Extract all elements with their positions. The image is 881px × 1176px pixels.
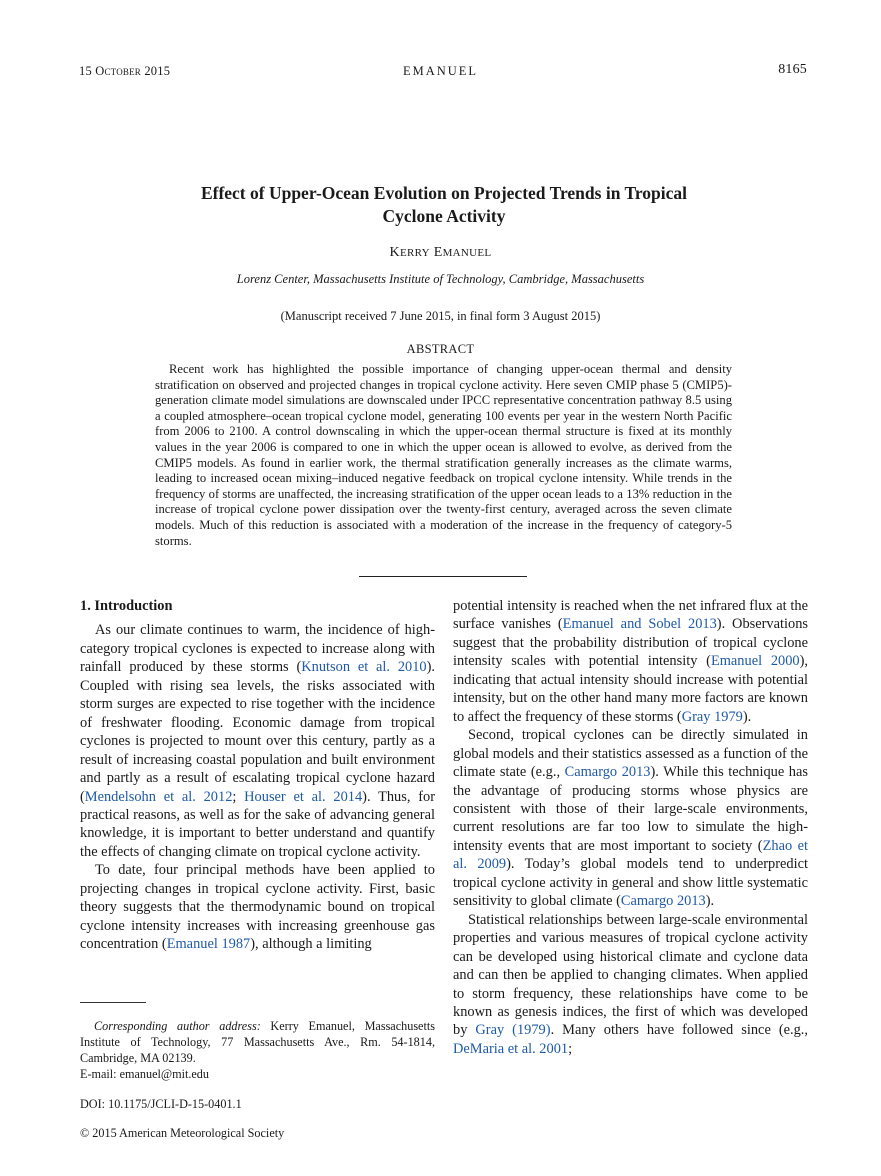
right-column bbox=[453, 597, 808, 1058]
author-affiliation: Lorenz Center, Massachusetts Institute of Technology, Cambridge, Massachusetts bbox=[236, 272, 645, 286]
section-divider bbox=[359, 576, 527, 577]
paragraph: Statistical relationships between large-scale environmental properties and various measures of tropical cyclone activity can be developed using historical climate and cyclone data and can then be applied to changing climates. When applied to storm frequency, these relationships have come to be known as genesis indices, the first of which was developed by Gray (1979). Many others have followed since (e.g., DeMaria et al. 2001; bbox=[453, 911, 809, 1057]
footnote-divider bbox=[80, 1002, 146, 1003]
citation-link[interactable]: Emanuel 1987 bbox=[166, 936, 251, 953]
citation-link[interactable]: Houser et al. 2014 bbox=[244, 788, 363, 805]
paragraph: Second, tropical cyclones can be directly simulated in global models and their statistics assessed as a function of the climate state (e.g., Camargo 2013). While this technique has the advantage of producing storms whose physics are consistent with those of their large-scale environments, current resolutions are far too low to simulate the high-intensity events that are most important to society (Zhao et al. 2009). Today’s global models tend to underpredict tropical cyclone activity in general and show little systematic sensitivity to global climate (Camargo 2013). bbox=[453, 727, 808, 910]
citation-link[interactable]: Emanuel and Sobel 2013 bbox=[562, 616, 717, 633]
author-name: KERRY EMANUEL bbox=[389, 245, 492, 260]
citation-link[interactable]: Camargo 2013 bbox=[620, 893, 706, 910]
citation-link[interactable]: Zhao et al. 2009 bbox=[453, 837, 808, 873]
abstract-text: Recent work has highlighted the possible importance of changing upper-ocean thermal and density stratification on observed and projected changes in tropical cyclone activity. Here seven CMIP phase 5 (CMIP5)-generation climate model simulations are downscaled under IPCC representative concentration pathway 8.5 using a coupled atmosphere–ocean tropical cyclone model, generating 100 events per year in the western North Pacific from 2006 to 2100. A control downscaling in which the upper-ocean thermal structure is fixed at its monthly values in the year 2006 is compared to one in which the upper ocean is allowed to evolve, as derived from the CMIP5 models. As found in earlier work, the thermal stratification generally increases as the climate warms, leading to increased ocean mixing–induced negative feedback on tropical cyclone intensity. While trends in the frequency of storms are unaffected, the increasing stratification of the upper ocean leads to a 13% reduction in the increase of tropical cyclone power dissipation over the twenty-first century, averaged across the seven climate models. Much of this reduction is associated with a moderation of the increase in the frequency of category-5 storms. bbox=[155, 362, 732, 548]
left-column bbox=[80, 597, 435, 954]
abstract-heading: ABSTRACT bbox=[406, 342, 475, 356]
citation-link[interactable]: Mendelsohn et al. 2012 bbox=[84, 788, 233, 805]
paper-title: Effect of Upper-Ocean Evolution on Projected Trends in Tropical Cyclone Activity bbox=[200, 183, 688, 226]
running-header-date: 15 October 2015 bbox=[79, 64, 171, 78]
author-email: E-mail: emanuel@mit.edu bbox=[80, 1067, 209, 1081]
citation-link[interactable]: Gray (1979) bbox=[475, 1022, 551, 1039]
copyright: © 2015 American Meteorological Society bbox=[80, 1126, 285, 1140]
running-header-author: EMANUEL bbox=[402, 64, 479, 78]
paragraph: potential intensity is reached when the net infrared flux at the surface vanishes (Emanuel and Sobel 2013). Observations suggest that the probability distribution of tropical cyclone intensity scales with potential intensity (Emanuel 2000), indicating that actual intensity should increase with potential intensity, but on the other hand many more factors are known to affect the frequency of these storms (Gray 1979). bbox=[453, 598, 808, 725]
citation-link[interactable]: DeMaria et al. 2001 bbox=[453, 1040, 569, 1057]
citation-link[interactable]: Knutson et al. 2010 bbox=[301, 659, 427, 676]
citation-link[interactable]: Gray 1979 bbox=[681, 708, 743, 725]
page-number: 8165 bbox=[778, 62, 807, 77]
citation-link[interactable]: Emanuel 2000 bbox=[710, 653, 800, 670]
manuscript-received: (Manuscript received 7 June 2015, in final form 3 August 2015) bbox=[280, 309, 601, 323]
doi: DOI: 10.1175/JCLI-D-15-0401.1 bbox=[80, 1097, 242, 1111]
paragraph: To date, four principal methods have been applied to projecting changes in tropical cyclone activity. First, basic theory suggests that the thermodynamic bound on tropical cyclone intensity increases with increasing greenhouse gas concentration (Emanuel 1987), although a limiting bbox=[80, 862, 435, 953]
corresponding-author-footnote: Corresponding author address: Kerry Emanuel, Massachusetts Institute of Technology, 77 Massachusetts Ave., Rm. 54-1814, Cambridge, MA 02139. E-mail: emanuel@mit.edu bbox=[80, 1019, 435, 1081]
paragraph: As our climate continues to warm, the incidence of high-category tropical cyclones is expected to increase along with rainfall produced by these storms (Knutson et al. 2010). Coupled with rising sea levels, the risks associated with storm surges are expected to rise together with the incidence of freshwater flooding. Economic damage from tropical cyclones is projected to mount over this century, partly as a result of increasing coastal population and built environment and partly as a result of escalating tropical cyclone hazard (Mendelsohn et al. 2012; Houser et al. 2014). Thus, for practical reasons, as well as for the sake of advancing general knowledge, it is important to better understand and quantify the effects of changing climate on tropical cyclone activity. bbox=[80, 622, 435, 860]
section-heading: 1. Introduction bbox=[80, 598, 173, 614]
citation-link[interactable]: Camargo 2013 bbox=[564, 764, 651, 781]
